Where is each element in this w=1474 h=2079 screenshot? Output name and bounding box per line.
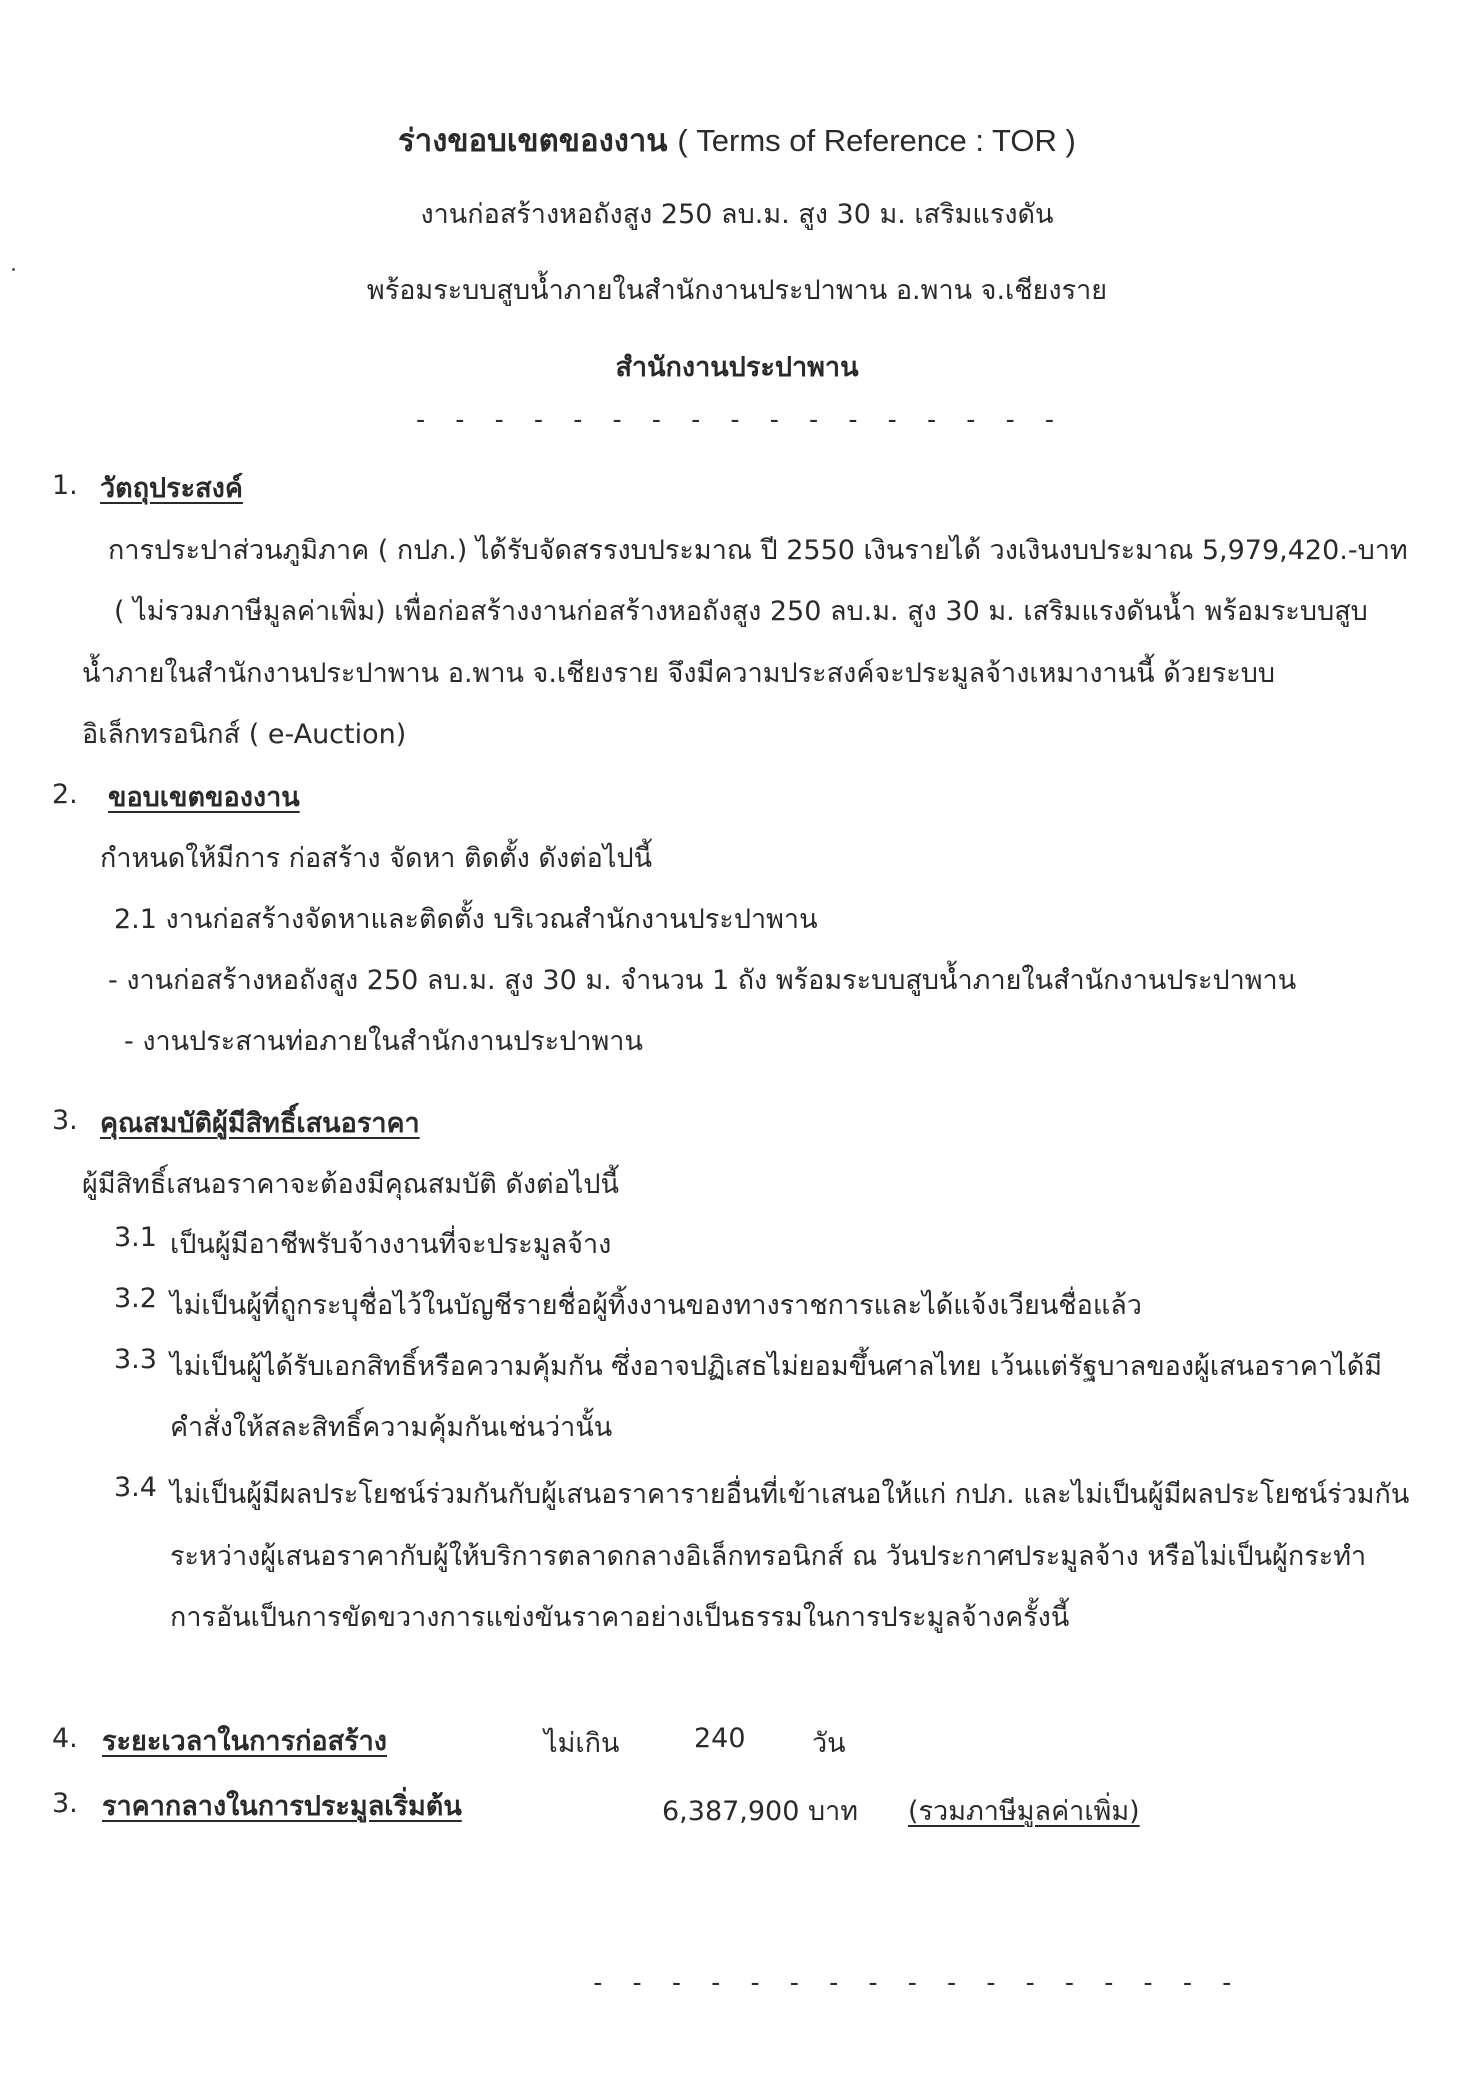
section-2-number: 2. — [52, 779, 78, 810]
section-4-heading: ระยะเวลาในการก่อสร้าง — [102, 1726, 387, 1757]
document-title — [0, 115, 1474, 165]
duration-limit-label: ไม่เกิน — [544, 1728, 620, 1759]
section-1-line: ( ไม่รวมภาษีมูลค่าเพิ่ม) เพื่อก่อสร้างงานก่อสร้างหอถังสูง 250 ลบ.ม. สูง 30 ม. เสริมแรงดันน้ำ พร้อมระบบสูบ — [114, 596, 1368, 627]
subtitle-line-1: งานก่อสร้างหอถังสูง 250 ลบ.ม. สูง 30 ม. เสริมแรงดัน — [420, 199, 1054, 230]
item-3-2-text: ไม่เป็นผู้ที่ถูกระบุชื่อไว้ในบัญชีรายชื่อผู้ทิ้งงานของทางราชการและได้แจ้งเวียนชื่อแล้ว — [170, 1290, 1142, 1321]
section-5-heading: ราคากลางในการประมูลเริ่มต้น — [102, 1791, 462, 1822]
duration-value: 240 — [694, 1723, 746, 1754]
section-4-number: 4. — [52, 1723, 78, 1754]
section-1-line: น้ำภายในสำนักงานประปาพาน อ.พาน จ.เชียงราย จึงมีความประสงค์จะประมูลจ้างเหมางานนี้ ด้วยระบบ — [82, 658, 1275, 689]
title-thai: ร่างขอบเขตของงาน — [398, 123, 668, 159]
item-3-4-text: ระหว่างผู้เสนอราคากับผู้ให้บริการตลาดกลางอิเล็กทรอนิกส์ ณ วันประกาศประมูลจ้าง หรือไม่เป็นผู้กระทำ — [170, 1541, 1367, 1572]
section-2-item-2-1: 2.1 งานก่อสร้างจัดหาและติดตั้ง บริเวณสำนักงานประปาพาน — [114, 904, 818, 935]
item-3-2-number: 3.2 — [114, 1283, 157, 1314]
item-3-1-text: เป็นผู้มีอาชีพรับจ้างงานที่จะประมูลจ้าง — [170, 1229, 612, 1260]
section-1-line: อิเล็กทรอนิกส์ ( e-Auction) — [82, 719, 407, 750]
office-name: สำนักงานประปาพาน — [615, 352, 859, 383]
section-1-heading: วัตถุประสงค์ — [100, 473, 243, 504]
section-3-heading: คุณสมบัติผู้มีสิทธิ์เสนอราคา — [100, 1108, 420, 1139]
duration-unit: วัน — [812, 1728, 846, 1759]
median-price-value: 6,387,900 บาท — [662, 1796, 859, 1827]
section-3-intro: ผู้มีสิทธิ์เสนอราคาจะต้องมีคุณสมบัติ ดังต่อไปนี้ — [82, 1169, 619, 1200]
item-3-3-text: ไม่เป็นผู้ได้รับเอกสิทธิ์หรือความคุ้มกัน ซึ่งอาจปฏิเสธไม่ยอมขึ้นศาลไทย เว้นแต่รัฐบาลของผู้เสนอราคาได้มี — [170, 1351, 1383, 1382]
section-3-number: 3. — [52, 1105, 78, 1136]
item-3-1-number: 3.1 — [114, 1222, 157, 1253]
item-3-4-text: การอันเป็นการขัดขวางการแข่งขันราคาอย่างเป็นธรรมในการประมูลจ้างครั้งนี้ — [170, 1602, 1070, 1633]
section-5-number: 3. — [52, 1788, 78, 1819]
title-latin: ( Terms of Reference : TOR ) — [677, 123, 1076, 158]
section-2-intro: กำหนดให้มีการ ก่อสร้าง จัดหา ติดตั้ง ดังต่อไปนี้ — [100, 843, 653, 874]
median-price-vat-note: (รวมภาษีมูลค่าเพิ่ม) — [908, 1796, 1140, 1827]
section-2-heading: ขอบเขตของงาน — [108, 782, 300, 813]
section-2-dash-item: - งานประสานท่อภายในสำนักงานประปาพาน — [124, 1026, 643, 1057]
subtitle-line-2: พร้อมระบบสูบน้ำภายในสำนักงานประปาพาน อ.พาน จ.เชียงราย — [366, 275, 1108, 306]
item-3-3-number: 3.3 — [114, 1344, 157, 1375]
item-3-4-text: ไม่เป็นผู้มีผลประโยชน์ร่วมกันกับผู้เสนอราคารายอื่นที่เข้าเสนอให้แก่ กปภ. และไม่เป็นผู้มีผลประโยชน์ร่วมกัน — [170, 1479, 1410, 1510]
section-1-line: การประปาส่วนภูมิภาค ( กปภ.) ได้รับจัดสรรงบประมาณ ปี 2550 เงินรายได้ วงเงินงบประมาณ 5,979,420.-บาท — [108, 535, 1408, 566]
section-1-number: 1. — [52, 470, 78, 501]
section-2-dash-item: - งานก่อสร้างหอถังสูง 250 ลบ.ม. สูง 30 ม. จำนวน 1 ถัง พร้อมระบบสูบน้ำภายในสำนักงานประปาพาน — [108, 965, 1297, 996]
item-3-3-text: คำสั่งให้สละสิทธิ์ความคุ้มกันเช่นว่านั้น — [170, 1412, 613, 1443]
header-divider: - - - - - - - - - - - - - - - - - — [412, 405, 1062, 435]
item-3-4-number: 3.4 — [114, 1472, 157, 1503]
footer-divider: - - - - - - - - - - - - - - - - - — [590, 1968, 1239, 1998]
